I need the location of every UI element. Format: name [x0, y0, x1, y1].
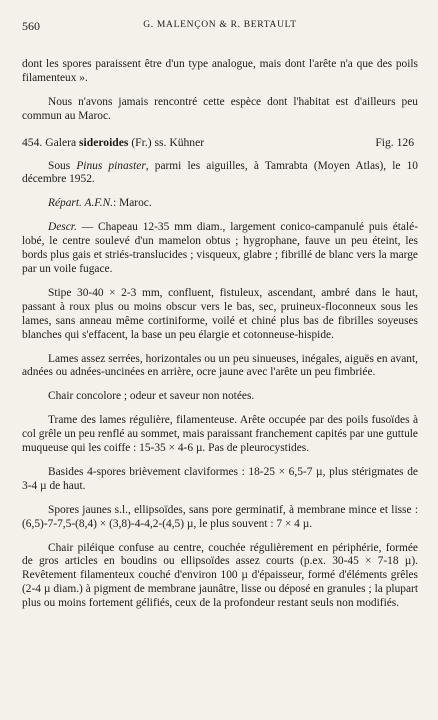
repartition-value: : Maroc. [113, 197, 152, 210]
page-header [22, 19, 418, 33]
description-lames: Lames assez serrées, horizontales ou un peu sinueuses, inégales, aiguës en avant, adnées ou adnées-uncinées en arrière, ocre jaune avec l'arête un peu fimbriée. [22, 352, 418, 379]
repartition-label: Répart. A.F.N. [48, 197, 114, 210]
description-label: Descr. [48, 221, 77, 234]
species-epithet: sideroides [79, 135, 129, 149]
habitat-paragraph [22, 160, 418, 188]
habitat-text: , parmi les aiguilles, à Tamrabta (Moyen Atlas), le 10 décembre 1952. [22, 159, 418, 186]
host-name: Pinus pinaster [76, 159, 146, 172]
running-head: G. MALENÇON & R. BERTAULT [143, 20, 297, 30]
paragraph-habitat-note: Nous n'avons jamais rencontré cette espèce dont l'habitat est d'ailleurs peu commun au Maroc. [22, 95, 418, 122]
page-body [22, 58, 418, 611]
species-heading [22, 136, 418, 150]
page-number: 560 [22, 19, 40, 33]
species-number: 454. [22, 135, 43, 149]
species-genus: Galera [45, 135, 77, 149]
description-chair: Chair concolore ; odeur et saveur non notées. [48, 390, 255, 403]
description-cap-text: — Chapeau 12-35 mm diam., largement conico-campanulé puis étalé-lobé, le centre soulevé d'un mamelon obtus ; hygrophane, fauve un peu éteint, les bords plus gais et striés-translucides ; visqueux, glabre ; fibrillé de blanc vers la marge par un voile fugace. [22, 221, 418, 275]
description-basides: Basides 4-spores brièvement claviformes : 18-25 × 6,5-7 µ, plus stérigmates de 3-4 µ de haut. [22, 465, 418, 492]
description-stipe: Stipe 30-40 × 2-3 mm, confluent, fistuleux, ascendant, ambré dans le haut, passant à roux plus ou moins obscur vers le bas, sec, pruineux-floconneux sous les lames, sans anneau même cortiniforme, voilé et chiné plus bas de fibrilles soyeuses blanches qui s'effacent, la base un peu élargie et cotonneuse-hispide. [22, 286, 418, 341]
description-trame: Trame des lames régulière, filamenteuse. Arête occupée par des poils fusoïdes à col grêle un peu renflé au sommet, mais paraissant franchement capités par une guttule muqueuse qui les coiffe : 15-35 × 4-6 µ. Pas de pleurocystides. [22, 414, 418, 455]
description-cap [22, 221, 418, 277]
habitat-prefix: Sous [48, 159, 71, 172]
description-spores: Spores jaunes s.l., ellipsoïdes, sans pore germinatif, à membrane mince et lisse : (6,5)-7-7,5-(8,4) × (3,8)-4-4,2-(4,5) µ, le plus souvent : 7 × 4 µ. [22, 503, 418, 530]
figure-reference: Fig. 126 [375, 135, 414, 149]
description-chair-pileique: Chair piléique confuse au centre, couchée régulièrement en périphérie, formée de gros articles en boudins ou ellipsoïdes assez courts (p.ex. 30-45 × 7-18 µ). Revêtement filamenteux couché d'environ 100 µ d'épaisseur, formé d'éléments grêles (2-4 µ diam.) à pigment de membrane jaunâtre, lisse ou déposé en granules ; la plupart plus ou moins fortement gélifiés, ceux de la profondeur restant seuls non modifiés. [22, 541, 418, 610]
repartition-paragraph [22, 197, 418, 211]
paragraph-continued: dont les spores paraissent être d'un type analogue, mais dont l'arête n'a que des poils filamenteux ». [22, 58, 418, 84]
species-authors: (Fr.) ss. Kühner [131, 135, 205, 149]
